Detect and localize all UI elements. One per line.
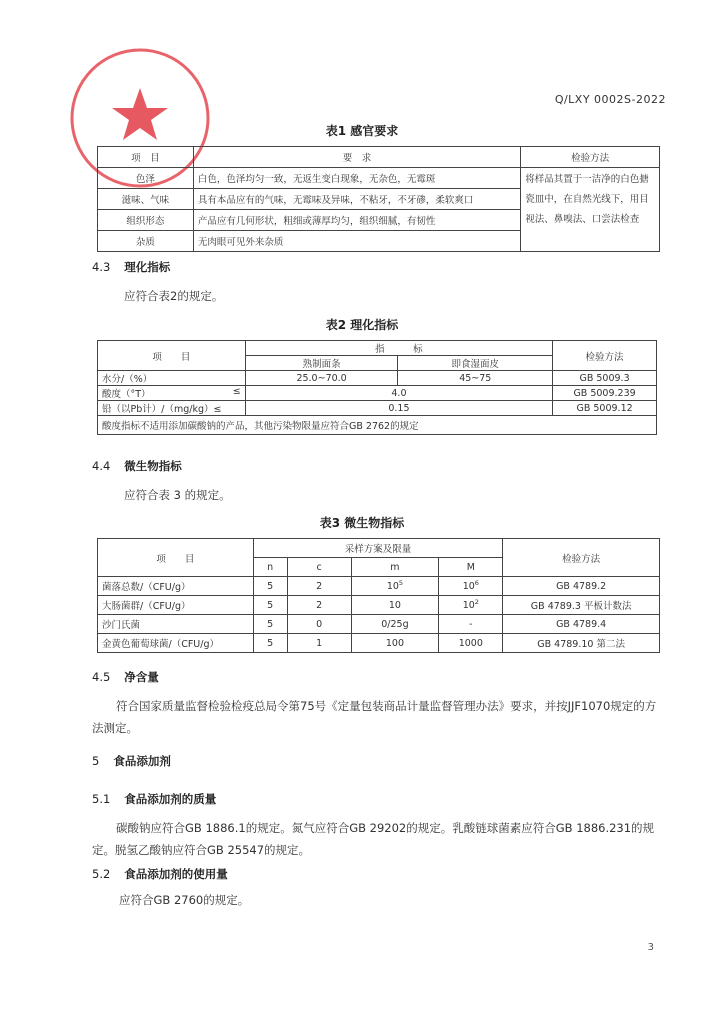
- t3-M-base: 10: [462, 581, 475, 593]
- t3-sub-c: c: [287, 558, 351, 577]
- t3-m-base: 10: [388, 600, 401, 612]
- t1-header-method: 检验方法: [521, 147, 660, 168]
- t3-M-exp: 6: [474, 579, 479, 588]
- t3-M: [439, 634, 503, 653]
- t3-n: 5: [253, 577, 287, 596]
- t2-value: 4.0: [245, 386, 552, 401]
- t3-c: 2: [287, 577, 351, 596]
- t3-item: 大肠菌群/（CFU/g）: [98, 596, 254, 615]
- t1-req: 产品应有几何形状，粗细或薄厚均匀，组织细腻，有韧性: [193, 210, 520, 231]
- t2-value: 25.0~70.0: [245, 371, 398, 386]
- t2-value: 45~75: [398, 371, 553, 386]
- t2-header-item: 项 目: [98, 341, 246, 371]
- t3-header-plan: 采样方案及限量: [253, 539, 503, 558]
- microbial-table: [97, 538, 660, 653]
- t3-M: [439, 596, 503, 615]
- t3-sub-m: m: [351, 558, 439, 577]
- t1-item: 色泽: [98, 168, 194, 189]
- t3-M-exp: 2: [474, 598, 479, 607]
- t2-method: GB 5009.12: [553, 401, 657, 416]
- physchem-table: [97, 340, 657, 435]
- section-5-heading: [92, 753, 171, 769]
- table1-caption: 表1 感官要求: [325, 124, 399, 138]
- t3-M: [439, 577, 503, 596]
- section-4-5-heading: [92, 669, 159, 685]
- t3-header-item: 项 目: [98, 539, 254, 577]
- t1-item: 组织形态: [98, 210, 194, 231]
- t1-item: 杂质: [98, 231, 194, 252]
- t3-M-base: 1000: [458, 638, 483, 650]
- t3-method: GB 4789.2: [503, 577, 660, 596]
- sensory-table: [97, 146, 660, 252]
- t1-req: 具有本品应有的气味，无霉味及异味，不粘牙，不牙碜，柔软爽口: [193, 189, 520, 210]
- t1-header-item: 项 目: [98, 147, 194, 168]
- section-title: 食品添加剂: [113, 754, 171, 768]
- t1-req: 白色，色泽均匀一致，无返生变白现象，无杂色，无霉斑: [193, 168, 520, 189]
- section-4-4-text: 应符合表 3 的规定。: [124, 488, 231, 502]
- t1-req: 无肉眼可见外来杂质: [193, 231, 520, 252]
- t3-method: GB 4789.4: [503, 615, 660, 634]
- t3-header-method: 检验方法: [503, 539, 660, 577]
- page-number: 3: [647, 942, 654, 953]
- t3-m-base: 100: [385, 638, 404, 650]
- t3-m: [351, 634, 439, 653]
- t3-n: 5: [253, 634, 287, 653]
- section-title: 理化指标: [124, 260, 171, 274]
- t3-sub-n: n: [253, 558, 287, 577]
- t3-c: 1: [287, 634, 351, 653]
- t3-m-exp: 5: [398, 579, 404, 588]
- section-5-2-text: 应符合GB 2760的规定。: [119, 893, 250, 907]
- section-4-3-text: 应符合表2的规定。: [124, 289, 224, 303]
- t1-header-req: 要 求: [193, 147, 520, 168]
- t3-m-base: 10: [386, 581, 399, 593]
- t3-c: 0: [287, 615, 351, 634]
- section-number: 4.4: [92, 459, 111, 473]
- section-title: 食品添加剂的使用量: [124, 867, 228, 881]
- t3-item: 金黄色葡萄球菌/（CFU/g）: [98, 634, 254, 653]
- t2-method: GB 5009.3: [553, 371, 657, 386]
- t3-c: 2: [287, 596, 351, 615]
- t3-item: 菌落总数/（CFU/g）: [98, 577, 254, 596]
- t3-n: 5: [253, 615, 287, 634]
- t3-m: [351, 615, 439, 634]
- document-number: Q/LXY 0002S-2022: [554, 93, 666, 106]
- t3-method: GB 4789.3 平板计数法: [503, 596, 660, 615]
- t3-m: [351, 577, 439, 596]
- section-title: 微生物指标: [124, 459, 182, 473]
- t2-note: 酸度指标不适用添加碳酸钠的产品，其他污染物限量应符合GB 2762的规定: [98, 416, 657, 435]
- t3-M-base: -: [469, 619, 473, 631]
- section-title: 食品添加剂的质量: [124, 792, 217, 806]
- section-number: 4.5: [92, 670, 111, 684]
- t3-M-base: 10: [462, 600, 475, 612]
- t3-M: [439, 615, 503, 634]
- t2-sub-cooked-noodles: 熟制面条: [245, 356, 398, 371]
- section-4-4-heading: [92, 458, 182, 474]
- t2-item: [98, 386, 246, 401]
- section-5-1-text: 碳酸钠应符合GB 1886.1的规定。氮气应符合GB 29202的规定。乳酸链球菌素应符合GB 1886.231的规定。脱氢乙酸钠应符合GB 25547的规定。: [92, 821, 655, 857]
- t3-m-base: 0/25g: [381, 619, 409, 631]
- t2-method: GB 5009.239: [553, 386, 657, 401]
- t3-sub-M: M: [439, 558, 503, 577]
- t2-value: 0.15: [245, 401, 552, 416]
- t2-sub-wet-wrapper: 即食湿面皮: [398, 356, 553, 371]
- t2-item-label: 酸度（°T）: [102, 389, 151, 400]
- t2-item-symbol: ≤: [232, 386, 241, 397]
- t2-header-method: 检验方法: [553, 341, 657, 371]
- section-title: 净含量: [124, 670, 159, 684]
- section-5-1-heading: [92, 791, 216, 807]
- t2-item: 水分/（%）: [98, 371, 246, 386]
- table3-caption: 表3 微生物指标: [319, 516, 405, 530]
- section-number: 5.1: [92, 792, 111, 806]
- t3-method: GB 4789.10 第二法: [503, 634, 660, 653]
- t3-n: 5: [253, 596, 287, 615]
- section-number: 4.3: [92, 260, 111, 274]
- section-4-3-heading: [92, 259, 170, 275]
- t1-item: 滋味、气味: [98, 189, 194, 210]
- section-number: 5.2: [92, 867, 111, 881]
- t3-m: [351, 596, 439, 615]
- t2-header-index: 指 标: [245, 341, 552, 356]
- section-5-2-heading: [92, 866, 228, 882]
- t3-item: 沙门氏菌: [98, 615, 254, 634]
- table2-caption: 表2 理化指标: [325, 318, 399, 332]
- section-number: 5: [92, 754, 100, 768]
- t2-item: 铅（以Pb计）/（mg/kg）≤: [98, 401, 246, 416]
- t1-method: 将样品其置于一洁净的白色搪瓷皿中，在自然光线下，用目视法、鼻嗅法、口尝法检查: [521, 168, 660, 252]
- section-4-5-text: 符合国家质量监督检验检疫总局令第75号《定量包装商品计量监督管理办法》要求，并按JJF1070规定的方法测定。: [92, 699, 657, 735]
